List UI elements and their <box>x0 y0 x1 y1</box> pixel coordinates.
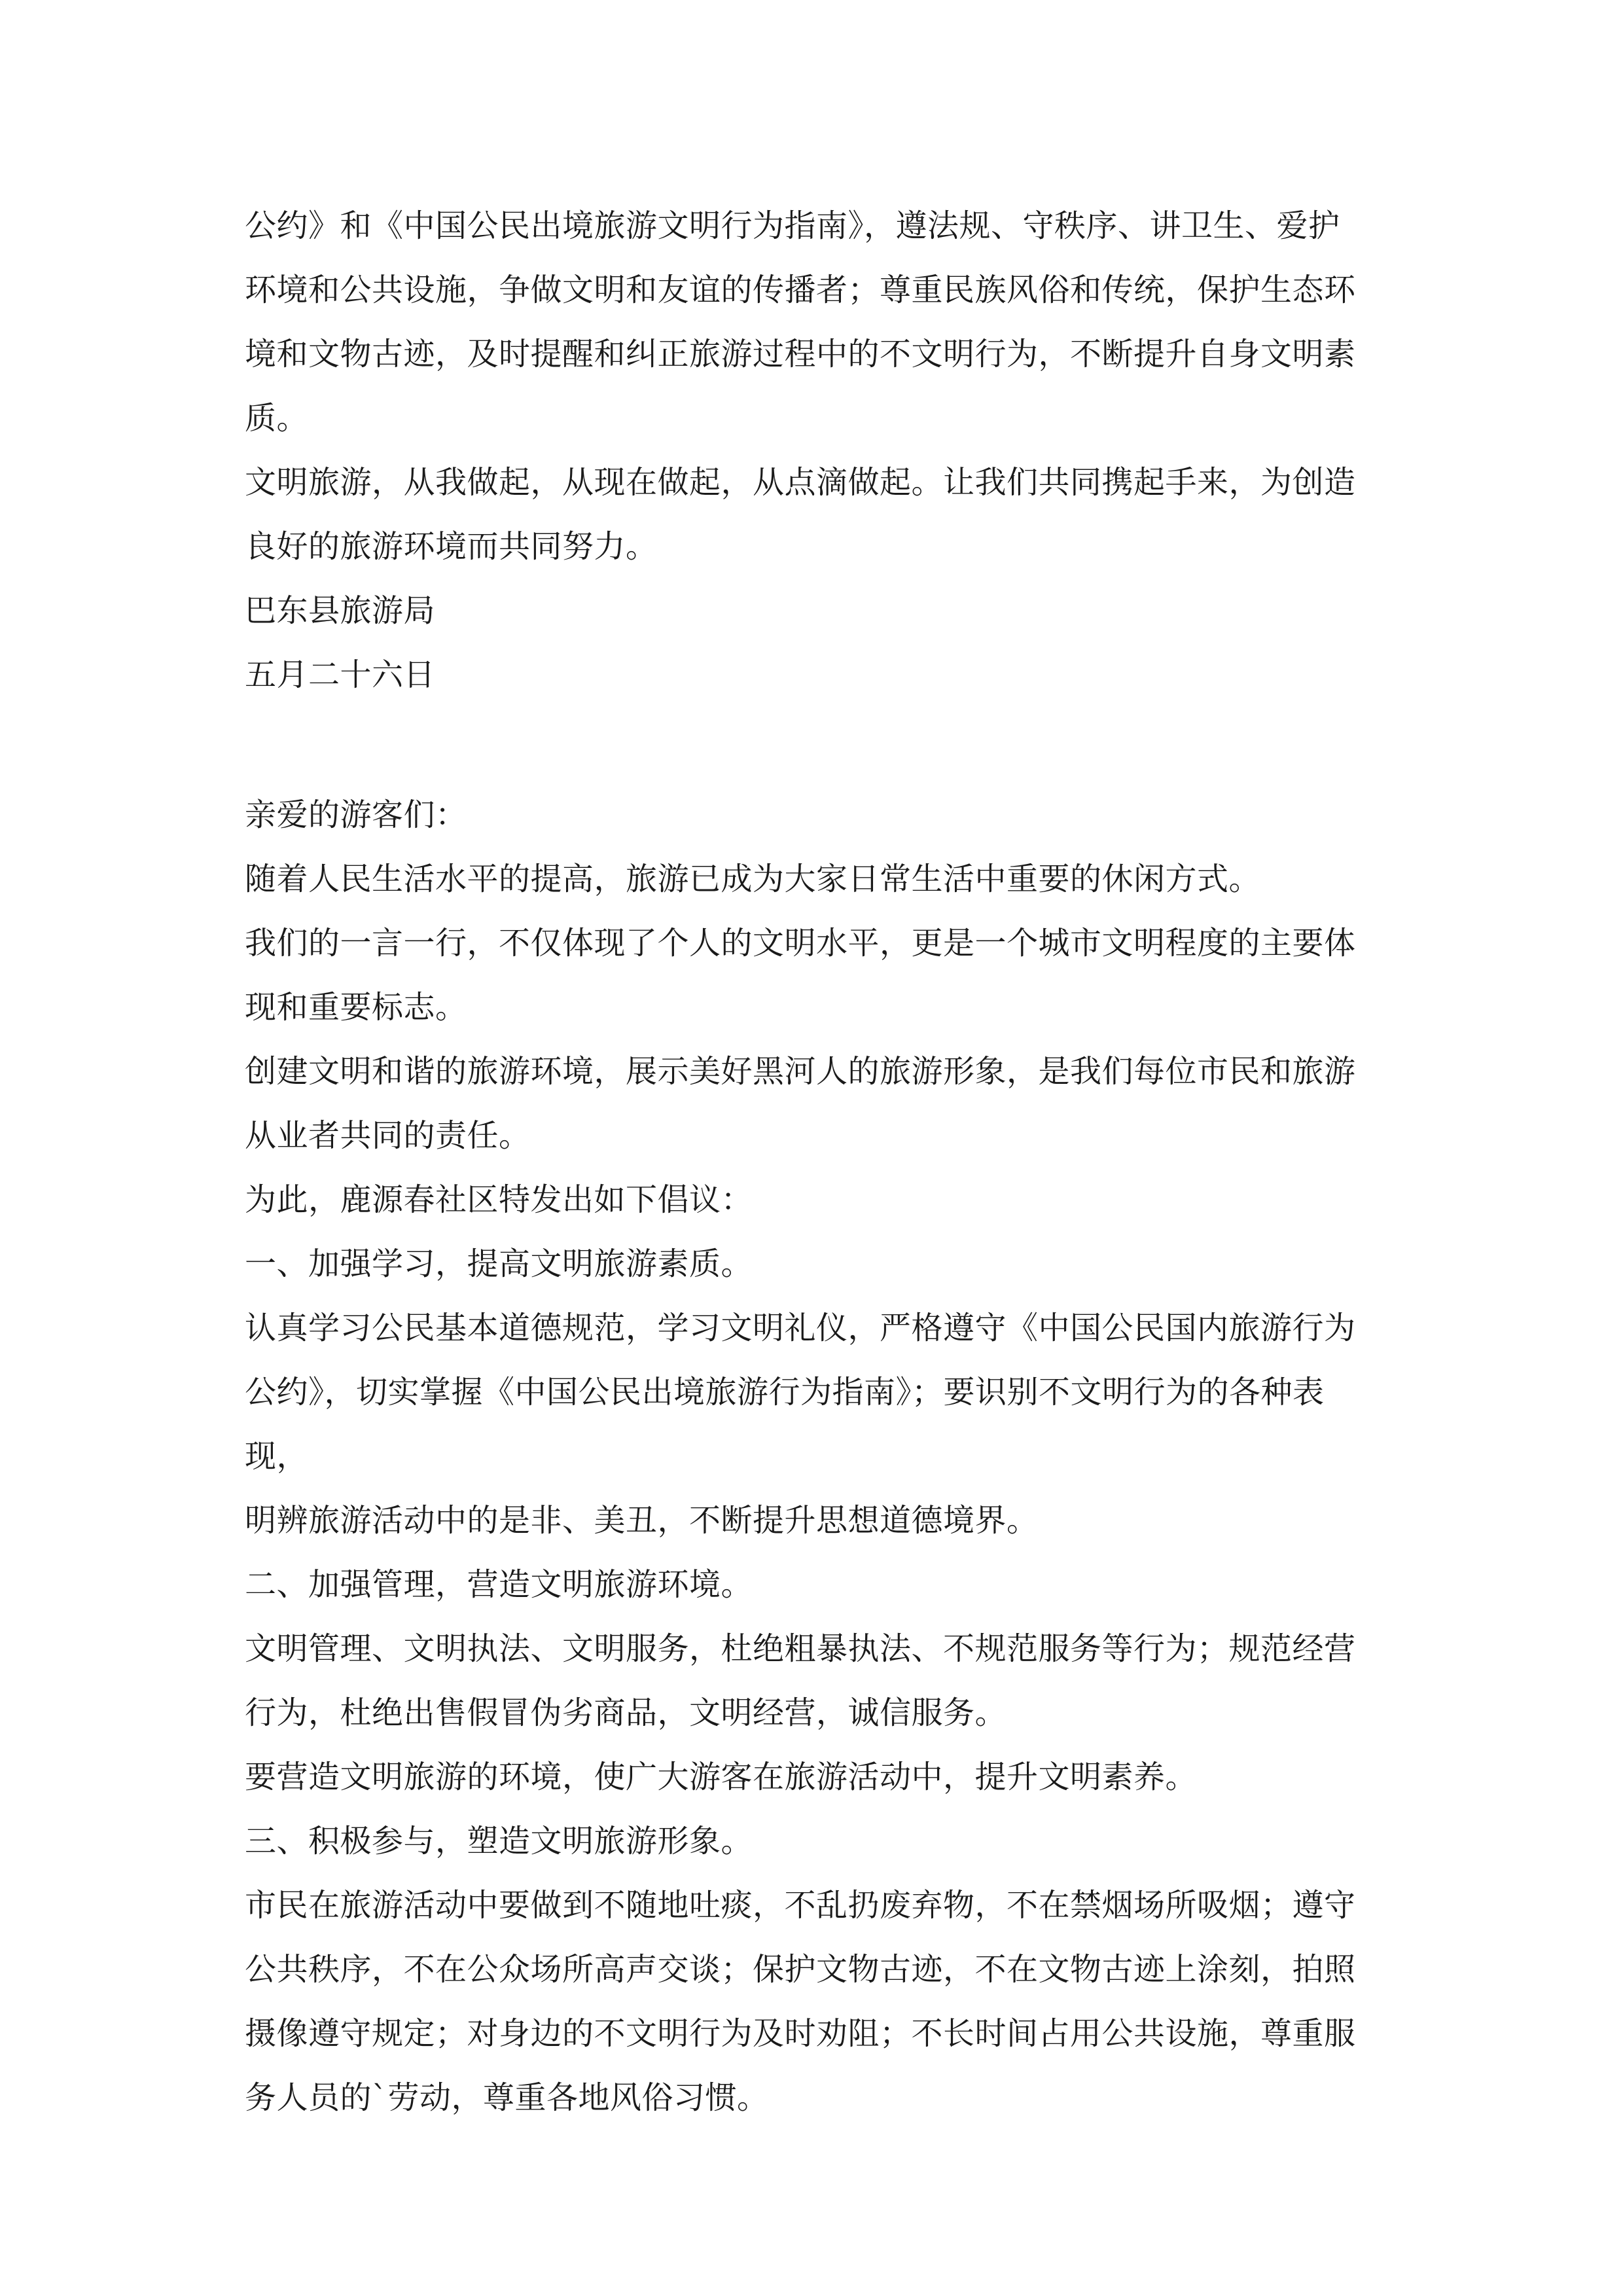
text-line: 随着人民生活水平的提高，旅游已成为大家日常生活中重要的休闲方式。 <box>245 861 1261 897</box>
text-line: 公约》和《中国公民出境旅游文明行为指南》，遵法规、守秩序、讲卫生、爱护 <box>245 207 1340 244</box>
section-heading: 二、加强管理，营造文明旅游环境。 <box>245 1566 753 1603</box>
text-line: 要营造文明旅游的环境，使广大游客在旅游活动中，提升文明素养。 <box>245 1759 1198 1795</box>
text-line: 从业者共同的责任。 <box>245 1117 531 1154</box>
text-line: 现和重要标志。 <box>245 989 467 1026</box>
section-heading: 一、加强学习，提高文明旅游素质。 <box>245 1246 753 1282</box>
text-line: 认真学习公民基本道德规范，学习文明礼仪，严格遵守《中国公民国内旅游行为 <box>245 1310 1356 1346</box>
letter-salutation: 亲爱的游客们： <box>245 797 467 833</box>
text-line: 创建文明和谐的旅游环境，展示美好黑河人的旅游形象，是我们每位市民和旅游 <box>245 1053 1356 1090</box>
text-line: 质。 <box>245 400 309 437</box>
text-line: 市民在旅游活动中要做到不随地吐痰，不乱扔废弃物，不在禁烟场所吸烟；遵守 <box>245 1887 1356 1924</box>
text-line: 务人员的`劳动，尊重各地风俗习惯。 <box>245 2079 769 2116</box>
signature-organization: 巴东县旅游局 <box>245 592 436 629</box>
text-line: 文明管理、文明执法、文明服务，杜绝粗暴执法、不规范服务等行为；规范经营 <box>245 1630 1356 1667</box>
text-line: 文明旅游，从我做起，从现在做起，从点滴做起。让我们共同携起手来，为创造 <box>245 464 1356 501</box>
letter-section <box>245 783 1383 2130</box>
text-line: 公约》，切实掌握《中国公民出境旅游行为指南》；要识别不文明行为的各种表现， <box>245 1374 1325 1475</box>
text-line: 境和文物古迹，及时提醒和纠正旅游过程中的不文明行为，不断提升自身文明素 <box>245 336 1356 372</box>
text-line: 为此，鹿源春社区特发出如下倡议： <box>245 1181 753 1218</box>
continuation-section <box>245 194 1383 707</box>
text-line: 明辨旅游活动中的是非、美丑，不断提升思想道德境界。 <box>245 1502 1039 1539</box>
text-line: 摄像遵守规定；对身边的不文明行为及时劝阻；不长时间占用公共设施，尊重服 <box>245 2015 1356 2052</box>
text-line: 公共秩序，不在公众场所高声交谈；保护文物古迹，不在文物古迹上涂刻，拍照 <box>245 1951 1356 1988</box>
text-line: 行为，杜绝出售假冒伪劣商品，文明经营，诚信服务。 <box>245 1695 1007 1731</box>
section-heading: 三、积极参与，塑造文明旅游形象。 <box>245 1823 753 1859</box>
signature-date: 五月二十六日 <box>245 656 436 693</box>
text-line: 环境和公共设施，争做文明和友谊的传播者；尊重民族风俗和传统，保护生态环 <box>245 272 1356 308</box>
text-line: 我们的一言一行，不仅体现了个人的文明水平，更是一个城市文明程度的主要体 <box>245 925 1356 961</box>
text-line: 良好的旅游环境而共同努力。 <box>245 528 658 565</box>
